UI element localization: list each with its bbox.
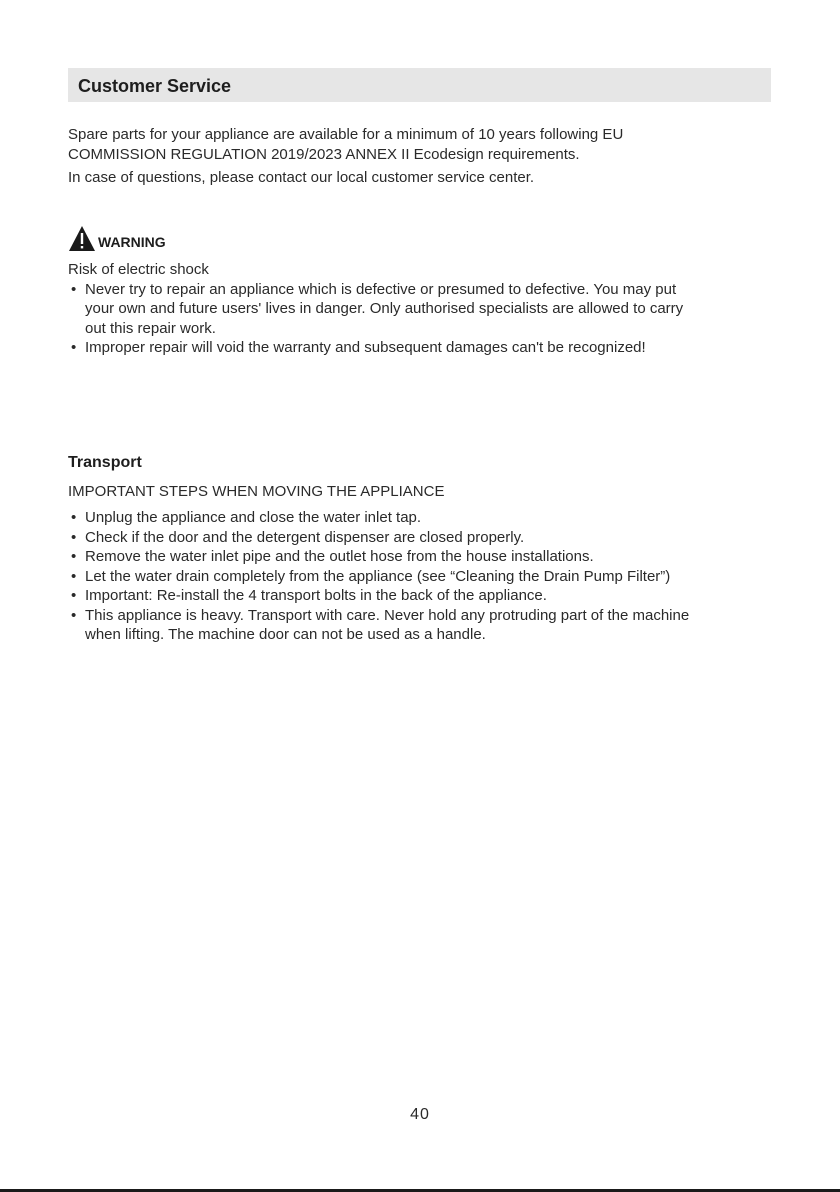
warning-heading bbox=[68, 224, 166, 252]
transport-heading: Transport bbox=[68, 454, 142, 471]
warning-lead: Risk of electric shock bbox=[68, 261, 209, 278]
warning-body bbox=[68, 260, 688, 358]
list-item: • Improper repair will void the warranty and subsequent damages can't be recognized! bbox=[68, 338, 688, 358]
list-item: • Remove the water inlet pipe and the outlet hose from the house installations. bbox=[68, 547, 708, 567]
list-item: • Check if the door and the detergent dispenser are closed properly. bbox=[68, 528, 708, 548]
list-item: • Let the water drain completely from the appliance (see “Cleaning the Drain Pump Filter”) bbox=[68, 567, 708, 587]
list-item: • Important: Re-install the 4 transport bolts in the back of the appliance. bbox=[68, 586, 708, 606]
section-title: Customer Service bbox=[78, 76, 232, 96]
list-item: • Never try to repair an appliance which is defective or presumed to defective. You may put your own and future users' lives in danger. Only authorised specialists are allowed to carry out this repair work. bbox=[68, 280, 688, 339]
transport-subtitle-block bbox=[68, 482, 688, 502]
intro-text bbox=[68, 125, 688, 188]
warning-triangle-icon bbox=[68, 225, 96, 252]
list-item: • This appliance is heavy. Transport with care. Never hold any protruding part of the machine when lifting. The machine door can not be used as a handle. bbox=[68, 606, 708, 645]
transport-subtitle: IMPORTANT STEPS WHEN MOVING THE APPLIANCE bbox=[68, 483, 445, 500]
intro-paragraph-spare-parts: Spare parts for your appliance are available for a minimum of 10 years following EU COMMISSION REGULATION 2019/2023 ANNEX II Ecodesign requirements. bbox=[68, 126, 624, 163]
transport-steps bbox=[68, 508, 708, 645]
transport-list bbox=[68, 508, 708, 645]
section-header-bar bbox=[68, 68, 771, 102]
warning-label: WARNING bbox=[98, 234, 166, 250]
warning-list bbox=[68, 280, 688, 358]
intro-paragraph-contact: In case of questions, please contact our local customer service center. bbox=[68, 169, 535, 186]
list-item: • Unplug the appliance and close the water inlet tap. bbox=[68, 508, 708, 528]
page-number: 40 bbox=[410, 1106, 430, 1123]
